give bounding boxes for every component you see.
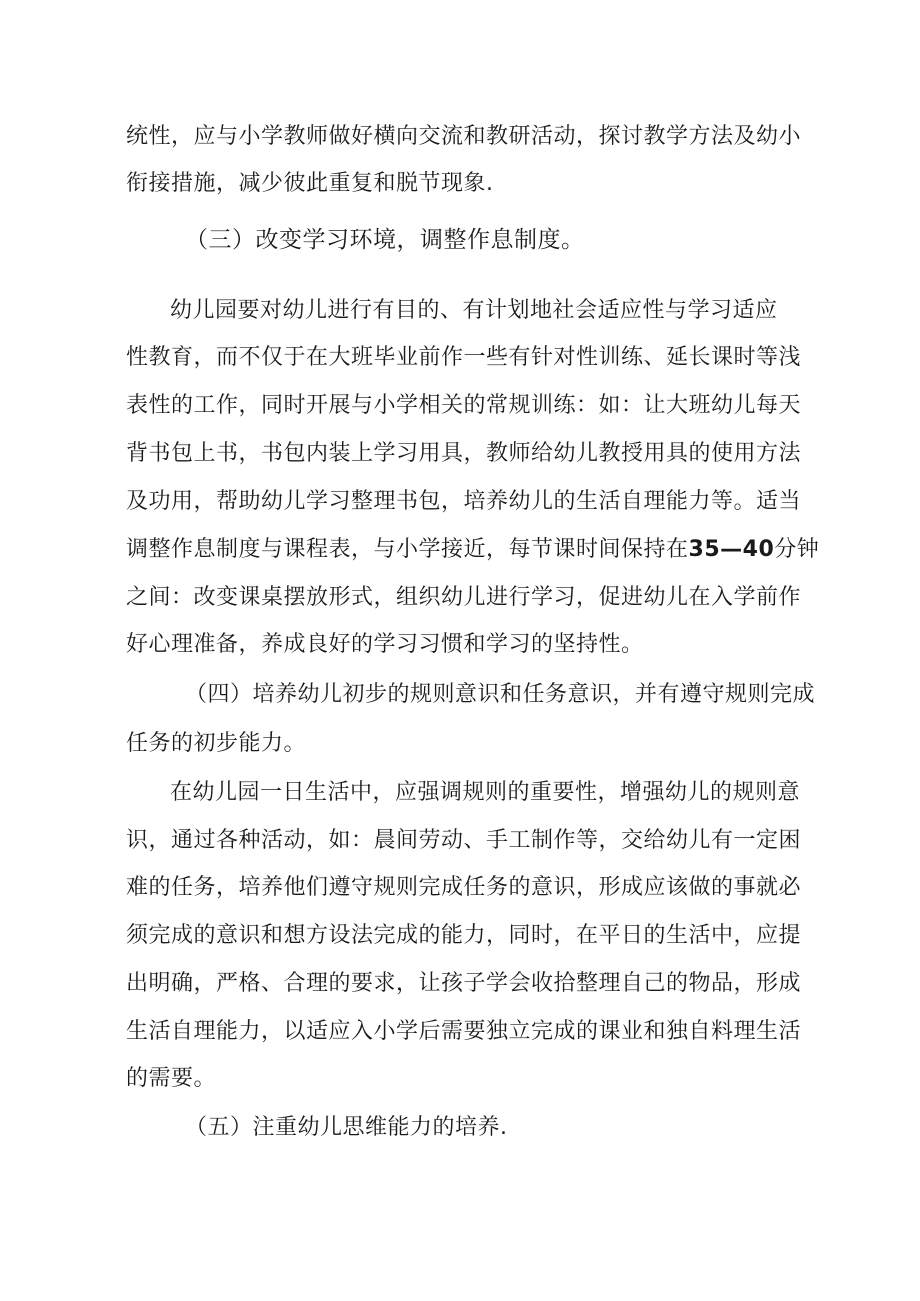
paragraph-line: 任务的初步能力。 (126, 731, 307, 756)
paragraph-line: 难的任务，培养他们遵守规则完成任务的意识，形成应该做的事就必 (126, 875, 802, 900)
paragraph-line (126, 535, 819, 565)
paragraph-line: 的需要。 (126, 1066, 217, 1091)
paragraph-line: 之间：改变课桌摆放形式，组织幼儿进行学习，促进幼儿在入学前作 (126, 585, 802, 610)
paragraph-line: 性教育，而不仅于在大班毕业前作一些有针对性训练、延长课时等浅 (126, 345, 802, 370)
paragraph-line: 生活自理能力，以适应入小学后需要独立完成的课业和独自料理生活 (126, 1019, 802, 1044)
paragraph-line: 须完成的意识和想方设法完成的能力，同时，在平日的生活中，应提 (126, 923, 802, 948)
line-text: 调整作息制度与课程表，与小学接近，每节课时间保持在 (126, 537, 689, 562)
paragraph-line: 出明确，严格、合理的要求，让孩子学会收拾整理自己的物品，形成 (126, 971, 802, 996)
paragraph-line: 统性，应与小学教师做好横向交流和教研活动，探讨教学方法及幼小 (126, 124, 802, 149)
paragraph-line: 表性的工作，同时开展与小学相关的常规训练：如：让大班幼儿每天 (126, 393, 802, 418)
paragraph-line: 衔接措施，减少彼此重复和脱节现象. (126, 171, 494, 196)
paragraph-line: 好心理准备，养成良好的学习习惯和学习的坚持性。 (126, 632, 644, 657)
minutes-range: 35—40 (688, 537, 775, 562)
section-heading: （五）注重幼儿思维能力的培养. (185, 1115, 508, 1140)
section-heading: （四）培养幼儿初步的规则意识和任务意识，并有遵守规则完成 (185, 682, 816, 707)
paragraph-line: 在幼儿园一日生活中，应强调规则的重要性，增强幼儿的规则意 (170, 780, 801, 805)
line-text: 分钟 (774, 537, 820, 562)
paragraph-line: 幼儿园要对幼儿进行有目的、有计划地社会适应性与学习适应 (170, 298, 778, 323)
section-heading: （三）改变学习环境，调整作息制度。 (185, 227, 585, 253)
paragraph-line: 识，通过各种活动，如：晨间劳动、手工制作等，交给幼儿有一定困 (126, 828, 802, 853)
paragraph-line: 及功用，帮助幼儿学习整理书包，培养幼儿的生活自理能力等。适当 (126, 489, 802, 514)
paragraph-line: 背书包上书，书包内装上学习用具，教师给幼儿教授用具的使用方法 (126, 441, 802, 466)
